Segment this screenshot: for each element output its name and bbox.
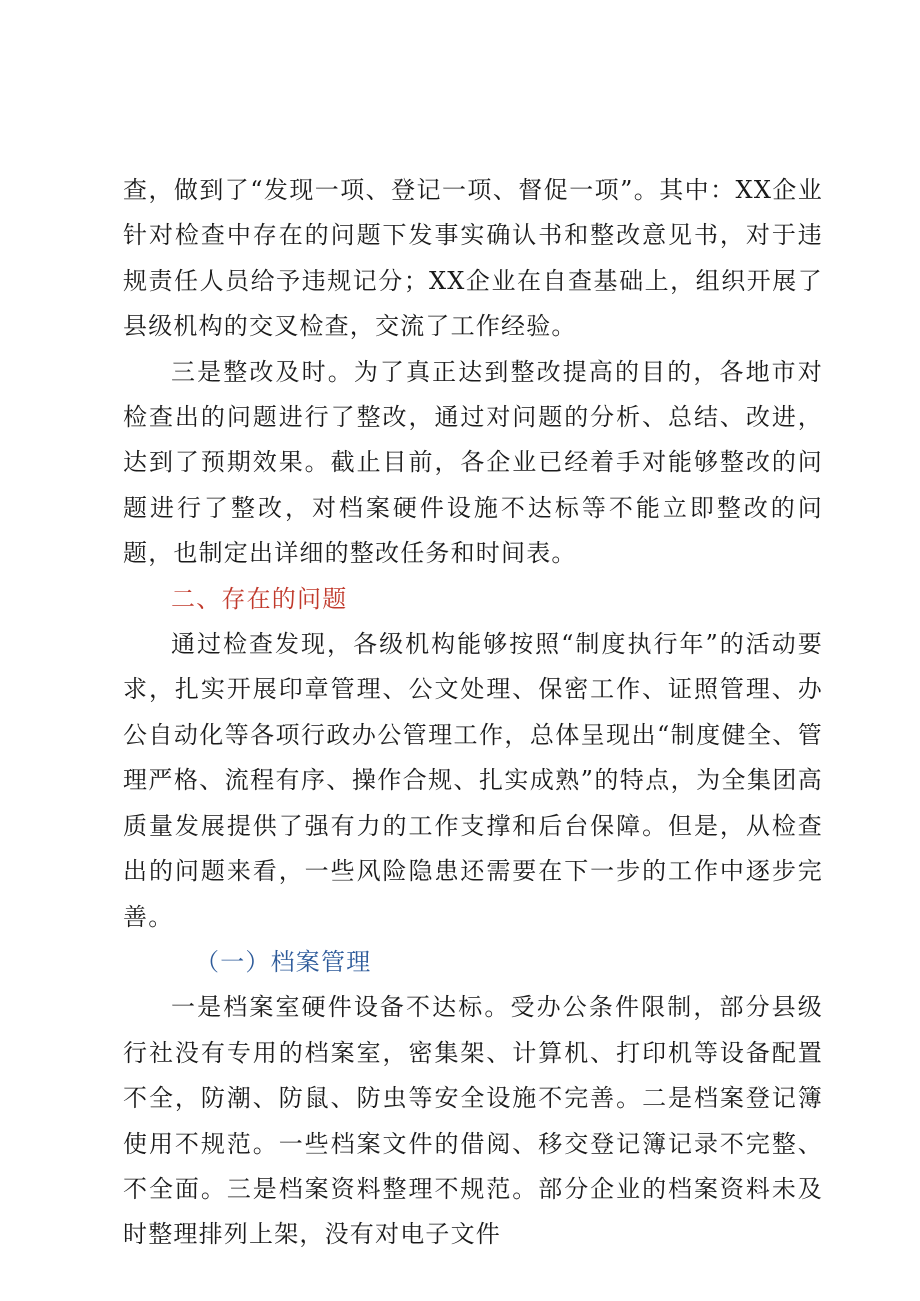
section-heading-problems: 二、存在的问题	[171, 584, 348, 613]
subsection-heading-archives: （一）档案管理	[195, 947, 372, 976]
document-body	[123, 168, 823, 1258]
paragraph-rectification: 三是整改及时。为了真正达到整改提高的目的，各地市对检查出的问题进行了整改，通过对问题的分析、总结、改进，达到了预期效果。截止目前，各企业已经着手对能够整改的问题进行了整改，对档案硬件设施不达标等不能立即整改的问题，也制定出详细的整改任务和时间表。	[123, 357, 823, 568]
paragraph-continued: 查，做到了“发现一项、登记一项、督促一项”。其中：XX企业针对检查中存在的问题下发事实确认书和整改意见书，对于违规责任人员给予违规记分；XX企业在自查基础上，组织开展了县级机构的交叉检查，交流了工作经验。	[123, 176, 823, 341]
paragraph-archive-issues: 一是档案室硬件设备不达标。受办公条件限制，部分县级行社没有专用的档案室，密集架、计算机、打印机等设备配置不全，防潮、防鼠、防虫等安全设施不完善。二是档案登记簿使用不规范。一些档案文件的借阅、移交登记簿记录不完整、不全面。三是档案资料整理不规范。部分企业的档案资料未及时整理排列上架，没有对电子文件	[123, 993, 823, 1249]
paragraph-inspection-findings: 通过检查发现，各级机构能够按照“制度执行年”的活动要求，扎实开展印章管理、公文处理、保密工作、证照管理、办公自动化等各项行政办公管理工作，总体呈现出“制度健全、管理严格、流程有序、操作合规、扎实成熟”的特点，为全集团高质量发展提供了强有力的工作支撑和后台保障。但是，从检查出的问题来看，一些风险隐患还需要在下一步的工作中逐步完善。	[123, 630, 823, 931]
